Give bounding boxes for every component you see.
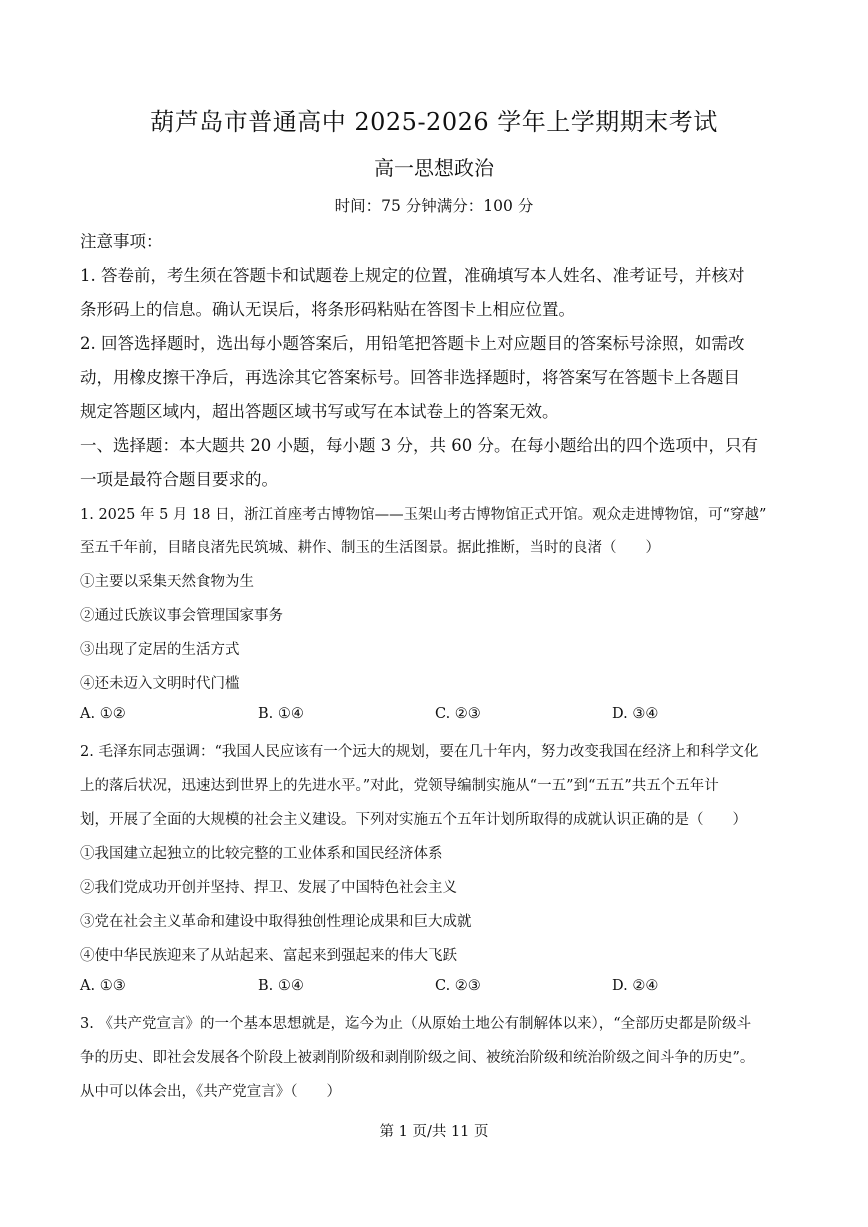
- notice-item-2-line-2: 动，用橡皮擦干净后，再选涂其它答案标号。回答非选择题时，将答案写在答题卡上各题目: [80, 368, 740, 387]
- section-heading-line-2: 一项是最符合题目要求的。: [80, 470, 278, 489]
- question-2-stem-line-1: 2. 毛泽东同志强调：“我国人民应该有一个远大的规划，要在几十年内，努力改变我国在经济上和科学文化: [80, 744, 759, 760]
- question-1-statement-1: ①主要以采集天然食物为生: [80, 574, 254, 590]
- subject-title: 高一思想政治: [374, 156, 494, 180]
- section-heading-line-1: 一、选择题：本大题共 20 小题，每小题 3 分，共 60 分。在每小题给出的四个选项中，只有: [80, 436, 758, 455]
- question-3-stem-line-2: 争的历史、即社会发展各个阶段上被剥削阶级和剥削阶级之间、被统治阶级和统治阶级之间斗争的历史”。: [80, 1050, 755, 1066]
- notice-item-1-line-1: 1. 答卷前，考生须在答题卡和试题卷上规定的位置，准确填写本人姓名、准考证号，并核对: [80, 266, 745, 285]
- question-1-option-c: C. ②③: [435, 706, 481, 722]
- question-3-stem-line-1: 3. 《共产党宣言》的一个基本思想就是，迄今为止（从原始土地公有制解体以来），“全部历史都是阶级斗: [80, 1016, 752, 1032]
- question-2-option-d: D. ②④: [612, 978, 659, 994]
- question-1-option-b: B. ①④: [258, 706, 304, 722]
- question-2-option-c: C. ②③: [435, 978, 481, 994]
- question-1-option-a: A. ①②: [80, 706, 126, 722]
- question-2-stem-line-2: 上的落后状况，迅速达到世界上的先进水平。”对此，党领导编制实施从“一五”到“五五”共五个五年计: [80, 778, 719, 794]
- notice-item-2-line-1: 2. 回答选择题时，选出每小题答案后，用铅笔把答题卡上对应题目的答案标号涂照，如需改: [80, 334, 745, 353]
- question-1-statement-4: ④还未迈入文明时代门槛: [80, 676, 240, 692]
- question-1-statement-3: ③出现了定居的生活方式: [80, 642, 240, 658]
- question-2-option-a: A. ①③: [80, 978, 126, 994]
- question-2-stem-line-3: 划，开展了全面的大规模的社会主义建设。下列对实施五个五年计划所取得的成就认识正确的是（ ）: [80, 812, 747, 828]
- question-3-stem-line-3: 从中可以体会出，《共产党宣言》（ ）: [80, 1084, 341, 1100]
- page-number: 第 1 页/共 11 页: [379, 1124, 489, 1140]
- question-2-statement-1: ①我国建立起独立的比较完整的工业体系和国民经济体系: [80, 846, 443, 862]
- notice-item-2-line-3: 规定答题区域内，超出答题区域书写或写在本试卷上的答案无效。: [80, 402, 559, 421]
- question-1-statement-2: ②通过氏族议事会管理国家事务: [80, 608, 283, 624]
- notice-item-1-line-2: 条形码上的信息。确认无误后，将条形码粘贴在答图卡上相应位置。: [80, 300, 575, 319]
- question-2-statement-3: ③党在社会主义革命和建设中取得独创性理论成果和巨大成就: [80, 914, 472, 930]
- time-info: 时间：75 分钟满分：100 分: [334, 197, 534, 215]
- question-2-statement-2: ②我们党成功开创并坚持、捍卫、发展了中国特色社会主义: [80, 880, 457, 896]
- question-1-stem-line-2: 至五千年前，目睹良渚先民筑城、耕作、制玉的生活图景。据此推断，当时的良渚（ ）: [80, 540, 660, 556]
- question-2-option-b: B. ①④: [258, 978, 304, 994]
- exam-title: 葫芦岛市普通高中 2025-2026 学年上学期期末考试: [150, 108, 718, 136]
- question-2-statement-4: ④使中华民族迎来了从站起来、富起来到强起来的伟大飞跃: [80, 948, 457, 964]
- question-1-stem-line-1: 1. 2025 年 5 月 18 日，浙江首座考古博物馆——玉架山考古博物馆正式开馆。观众走进博物馆，可“穿越”: [80, 507, 767, 523]
- notice-heading: 注意事项：: [80, 232, 163, 251]
- question-1-option-d: D. ③④: [612, 706, 659, 722]
